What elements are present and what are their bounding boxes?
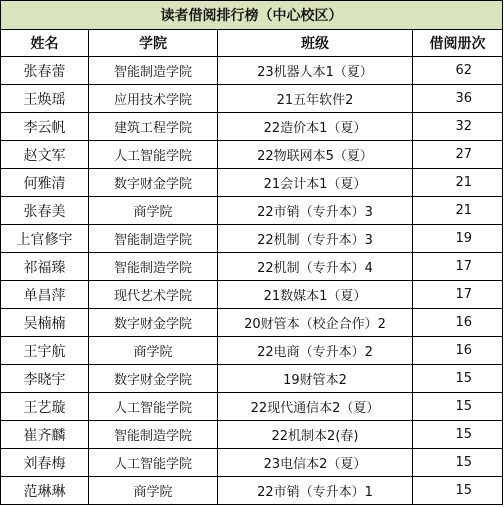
title-row xyxy=(1,1,503,30)
cell-college: 应用技术学院 xyxy=(89,85,218,113)
cell-count: 19 xyxy=(413,225,503,253)
table-row xyxy=(1,281,503,309)
cell-name: 张春蕾 xyxy=(1,57,89,85)
table-row xyxy=(1,309,503,337)
table-row xyxy=(1,197,503,225)
cell-name: 范琳琳 xyxy=(1,477,89,505)
cell-college: 数字财金学院 xyxy=(89,169,218,197)
cell-class: 21五年软件2 xyxy=(218,85,413,113)
cell-name: 王焕瑶 xyxy=(1,85,89,113)
cell-name: 李云帆 xyxy=(1,113,89,141)
cell-name: 单昌萍 xyxy=(1,281,89,309)
cell-class: 22市销（专升本）1 xyxy=(218,477,413,505)
cell-class: 23电信本2（夏） xyxy=(218,449,413,477)
cell-count: 15 xyxy=(413,421,503,449)
cell-class: 22造价本1（夏） xyxy=(218,113,413,141)
cell-college: 人工智能学院 xyxy=(89,449,218,477)
cell-count: 21 xyxy=(413,197,503,225)
table-row xyxy=(1,449,503,477)
cell-count: 32 xyxy=(413,113,503,141)
cell-college: 现代艺术学院 xyxy=(89,281,218,309)
cell-count: 15 xyxy=(413,393,503,421)
cell-name: 李晓宇 xyxy=(1,365,89,393)
cell-name: 上官修宇 xyxy=(1,225,89,253)
cell-class: 23机器人本1（夏） xyxy=(218,57,413,85)
cell-count: 27 xyxy=(413,141,503,169)
table-row xyxy=(1,477,503,505)
cell-college: 人工智能学院 xyxy=(89,141,218,169)
cell-count: 62 xyxy=(413,57,503,85)
cell-count: 15 xyxy=(413,449,503,477)
header-row xyxy=(1,30,503,57)
cell-count: 15 xyxy=(413,365,503,393)
cell-count: 16 xyxy=(413,309,503,337)
column-header-college: 学院 xyxy=(89,30,218,57)
table-row xyxy=(1,57,503,85)
cell-count: 15 xyxy=(413,477,503,505)
cell-name: 吴楠楠 xyxy=(1,309,89,337)
cell-college: 数字财金学院 xyxy=(89,365,218,393)
cell-college: 数字财金学院 xyxy=(89,309,218,337)
cell-college: 建筑工程学院 xyxy=(89,113,218,141)
table-row xyxy=(1,225,503,253)
table-row xyxy=(1,141,503,169)
cell-college: 智能制造学院 xyxy=(89,421,218,449)
cell-college: 智能制造学院 xyxy=(89,225,218,253)
cell-college: 人工智能学院 xyxy=(89,393,218,421)
cell-college: 商学院 xyxy=(89,197,218,225)
cell-count: 17 xyxy=(413,281,503,309)
cell-name: 刘春梅 xyxy=(1,449,89,477)
cell-college: 智能制造学院 xyxy=(89,253,218,281)
column-header-count: 借阅册次 xyxy=(413,30,503,57)
cell-class: 19财管本2 xyxy=(218,365,413,393)
cell-name: 张春美 xyxy=(1,197,89,225)
cell-class: 22机制本2(春) xyxy=(218,421,413,449)
cell-name: 赵文军 xyxy=(1,141,89,169)
cell-count: 21 xyxy=(413,169,503,197)
table-body xyxy=(1,57,503,505)
table-row xyxy=(1,85,503,113)
cell-college: 商学院 xyxy=(89,477,218,505)
cell-class: 22现代通信本2（夏） xyxy=(218,393,413,421)
table-row xyxy=(1,169,503,197)
cell-name: 祁福臻 xyxy=(1,253,89,281)
cell-count: 16 xyxy=(413,337,503,365)
cell-class: 20财管本（校企合作）2 xyxy=(218,309,413,337)
table-row xyxy=(1,393,503,421)
cell-count: 36 xyxy=(413,85,503,113)
column-header-class: 班级 xyxy=(218,30,413,57)
table-row xyxy=(1,113,503,141)
cell-class: 22市销（专升本）3 xyxy=(218,197,413,225)
table-row xyxy=(1,253,503,281)
cell-class: 21数媒本1（夏） xyxy=(218,281,413,309)
cell-name: 崔齐麟 xyxy=(1,421,89,449)
cell-college: 商学院 xyxy=(89,337,218,365)
table-row xyxy=(1,337,503,365)
table-title: 读者借阅排行榜（中心校区） xyxy=(1,1,503,30)
cell-class: 22电商（专升本）2 xyxy=(218,337,413,365)
cell-class: 22机制（专升本）3 xyxy=(218,225,413,253)
cell-name: 王宇航 xyxy=(1,337,89,365)
cell-count: 17 xyxy=(413,253,503,281)
column-header-name: 姓名 xyxy=(1,30,89,57)
table-row xyxy=(1,421,503,449)
cell-class: 21会计本1（夏） xyxy=(218,169,413,197)
cell-class: 22物联网本5（夏） xyxy=(218,141,413,169)
cell-name: 王艺璇 xyxy=(1,393,89,421)
cell-name: 何雅清 xyxy=(1,169,89,197)
cell-college: 智能制造学院 xyxy=(89,57,218,85)
table-row xyxy=(1,365,503,393)
cell-class: 22机制（专升本）4 xyxy=(218,253,413,281)
